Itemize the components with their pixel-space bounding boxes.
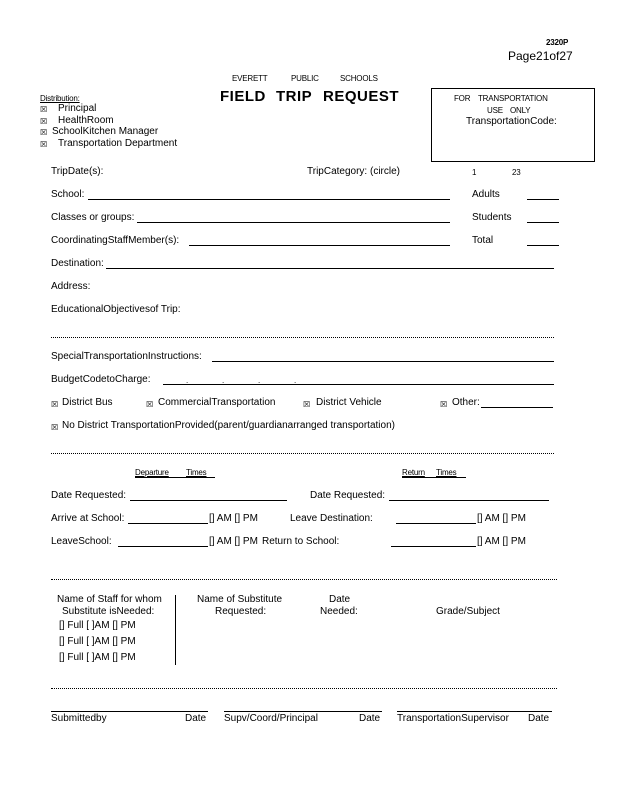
return-school-input[interactable] [391, 546, 476, 547]
leave-school-label: LeaveSchool: [51, 536, 112, 547]
checkbox-icon[interactable]: ☒ [40, 117, 48, 126]
checkbox-icon[interactable]: ☒ [303, 400, 311, 409]
checkbox-icon[interactable]: ☒ [146, 400, 154, 409]
classes-input[interactable] [137, 222, 450, 223]
classes-label: Classes or groups: [51, 212, 135, 223]
leave-destination-ampm[interactable]: [] AM [] PM [477, 513, 526, 524]
district-word-2: PUBLIC [291, 74, 319, 83]
distribution-item-kitchen: SchoolKitchen Manager [52, 126, 159, 137]
return-school-label: Return to School: [262, 536, 340, 547]
return-header: Return [402, 468, 425, 477]
district-word-3: SCHOOLS [340, 74, 378, 83]
trip-category-label: TripCategory: (circle) [307, 166, 400, 177]
coordinating-staff-input[interactable] [189, 245, 450, 246]
checkbox-icon[interactable]: ☒ [51, 423, 59, 432]
adults-label: Adults [472, 189, 500, 200]
leave-school-ampm[interactable]: [] AM [] PM [209, 536, 258, 547]
form-title-word-2: TRIP [276, 88, 313, 105]
column-divider [175, 595, 176, 665]
budget-separator: . [186, 376, 189, 385]
checkbox-icon[interactable]: ☒ [51, 400, 59, 409]
school-label: School: [51, 189, 85, 200]
substitute-row-ampm[interactable]: [] Full [ ]AM [] PM [59, 652, 136, 663]
box-text: ONLY [510, 106, 531, 115]
date-label: Date [359, 713, 381, 724]
option-other: Other: [452, 397, 480, 408]
distribution-item-transportation: Transportation Department [58, 138, 178, 149]
leave-destination-input[interactable] [396, 523, 476, 524]
form-title-word-3: REQUEST [323, 88, 400, 105]
supervisor-line[interactable] [224, 711, 382, 712]
district-word-1: EVERETT [232, 74, 268, 83]
arrive-ampm[interactable]: [] AM [] PM [209, 513, 258, 524]
distribution-item-healthroom: HealthRoom [58, 115, 114, 126]
leave-school-input[interactable] [118, 546, 208, 547]
option-district-vehicle: District Vehicle [316, 397, 382, 408]
header-underline [402, 477, 466, 478]
budget-separator: . [222, 376, 225, 385]
dotted-divider [51, 688, 557, 689]
box-text: TRANSPORTATION [478, 94, 548, 103]
return-school-ampm[interactable]: [] AM [] PM [477, 536, 526, 547]
address-label: Address: [51, 281, 91, 292]
substitute-name-header: Name of Substitute [197, 594, 283, 605]
return-date-label: Date Requested: [310, 490, 386, 501]
date-needed-header-2: Needed: [320, 606, 358, 617]
school-input[interactable] [88, 199, 450, 200]
budget-separator: . [294, 376, 297, 385]
header-underline [135, 477, 215, 478]
transportation-supervisor-label: TransportationSupervisor [397, 713, 509, 724]
departure-date-input[interactable] [130, 500, 287, 501]
box-text: USE [487, 106, 503, 115]
checkbox-icon[interactable]: ☒ [440, 400, 448, 409]
transportation-code-label: TransportationCode: [466, 116, 557, 127]
transportation-supervisor-line[interactable] [397, 711, 552, 712]
total-label: Total [472, 235, 494, 246]
destination-input[interactable] [106, 268, 554, 269]
date-needed-header: Date [329, 594, 351, 605]
option-commercial: CommercialTransportation [158, 397, 276, 408]
departure-date-label: Date Requested: [51, 490, 127, 501]
students-label: Students [472, 212, 512, 223]
category-option-1[interactable]: 1 [472, 168, 477, 177]
dotted-divider [51, 453, 554, 454]
distribution-item-principal: Principal [58, 103, 97, 114]
return-header-times: Times [436, 468, 457, 477]
return-date-input[interactable] [389, 500, 549, 501]
date-label: Date [185, 713, 207, 724]
leave-destination-label: Leave Destination: [290, 513, 373, 524]
box-text: FOR [454, 94, 471, 103]
substitute-row-ampm[interactable]: [] Full [ ]AM [] PM [59, 620, 136, 631]
destination-label: Destination: [51, 258, 104, 269]
dotted-divider [51, 579, 557, 580]
objectives-label: EducationalObjectivesof Trip: [51, 304, 181, 315]
adults-input[interactable] [527, 199, 559, 200]
checkbox-icon[interactable]: ☒ [40, 128, 48, 137]
dotted-divider [51, 337, 554, 338]
submitted-by-line[interactable] [51, 711, 208, 712]
budget-separator: . [258, 376, 261, 385]
substitute-row-ampm[interactable]: [] Full [ ]AM [] PM [59, 636, 136, 647]
form-code: 2320P [546, 38, 569, 47]
distribution-label: Distribution: [40, 94, 80, 103]
students-input[interactable] [527, 222, 559, 223]
arrive-school-label: Arrive at School: [51, 513, 125, 524]
coordinating-staff-label: CoordinatingStaffMember(s): [51, 235, 180, 246]
category-option-23[interactable]: 23 [512, 168, 521, 177]
grade-subject-header: Grade/Subject [436, 606, 500, 617]
staff-name-header: Name of Staff for whom [57, 594, 162, 605]
substitute-name-header-2: Requested: [215, 606, 267, 617]
special-instructions-label: SpecialTransportationInstructions: [51, 351, 202, 362]
staff-name-header-2: Substitute isNeeded: [62, 606, 155, 617]
trip-dates-label: TripDate(s): [51, 166, 104, 177]
page-number: Page21of27 [508, 49, 573, 63]
special-instructions-input[interactable] [212, 361, 554, 362]
budget-code-label: BudgetCodetoCharge: [51, 374, 151, 385]
transportation-use-box [431, 88, 595, 162]
submitted-by-label: Submittedby [51, 713, 107, 724]
total-input[interactable] [527, 245, 559, 246]
option-no-district: No District TransportationProvided(parent/guardianarranged transportation) [62, 420, 395, 431]
checkbox-icon[interactable]: ☒ [40, 140, 48, 149]
option-district-bus: District Bus [62, 397, 113, 408]
departure-header: Departure [135, 468, 169, 477]
form-title-word-1: FIELD [220, 88, 266, 105]
date-label: Date [528, 713, 550, 724]
other-input[interactable] [481, 407, 553, 408]
principal-label: Supv/Coord/Principal [224, 713, 318, 724]
arrive-school-input[interactable] [128, 523, 208, 524]
departure-header-times: Times [186, 468, 207, 477]
checkbox-icon[interactable]: ☒ [40, 105, 48, 114]
